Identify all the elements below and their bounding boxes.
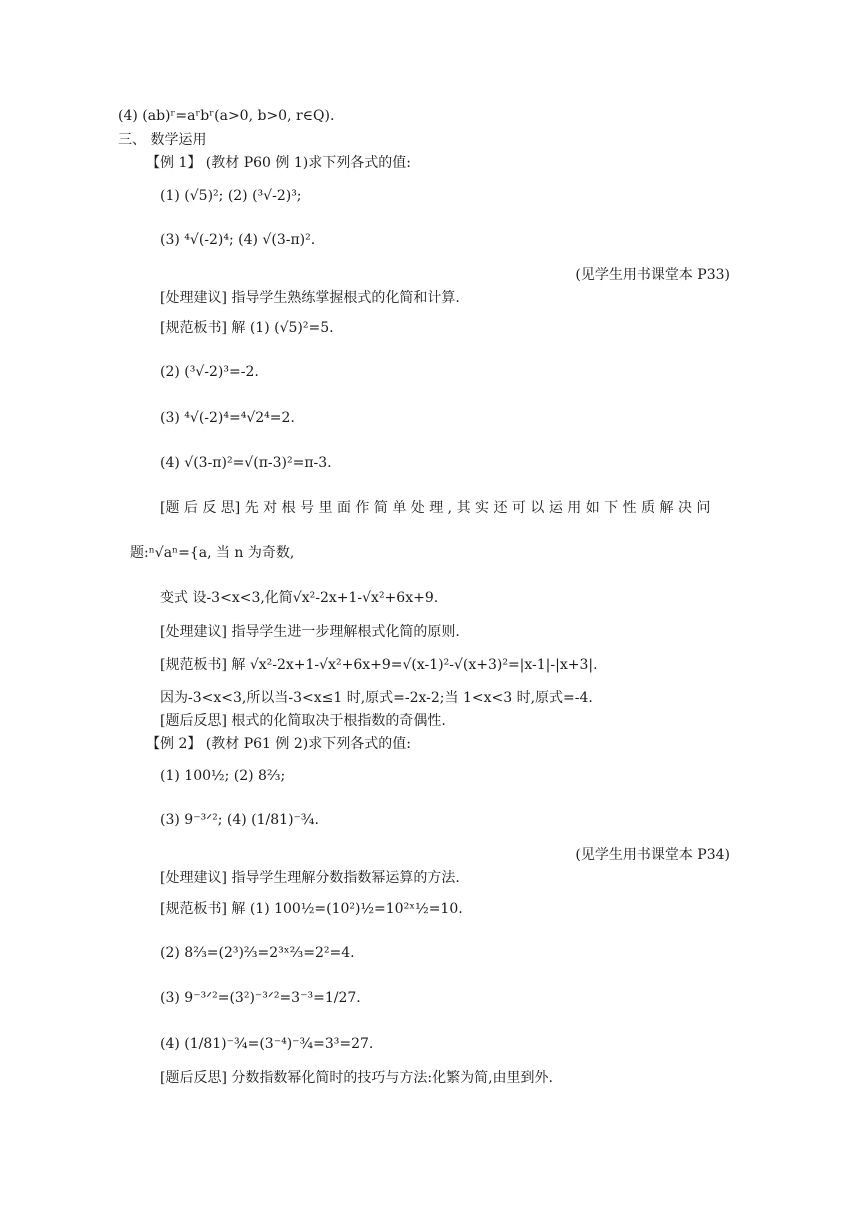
section-heading: 三、 数学运用 — [118, 132, 207, 148]
example-2-items-a: (1) 100½; (2) 8⅔; — [160, 768, 286, 784]
example-1-items-a: (1) (√5)²; (2) (³√-2)³; — [160, 188, 302, 204]
reference-p34: (见学生用书课堂本 P34) — [575, 847, 730, 863]
property-4-line: (4) (ab)ʳ=aʳbʳ(a>0, b>0, r∈Q). — [118, 108, 335, 124]
solution-1-2: (2) (³√-2)³=-2. — [160, 364, 259, 380]
reflection-1: [题 后 反 思] 先 对 根 号 里 面 作 简 单 处 理 , 其 实 还 可 以 运 用 如 下 性 质 解 决 问 — [160, 500, 711, 516]
solution-2-2: (2) 8⅔=(2³)⅔=2³ˣ⅔=2²=4. — [160, 945, 355, 961]
example-2-heading: 【例 2】 (教材 P61 例 2)求下列各式的值: — [146, 736, 411, 752]
variant-cases: 因为-3<x<3,所以当-3<x≤1 时,原式=-2x-2;当 1<x<3 时,原式=-4. — [160, 690, 593, 706]
example-2-items-b: (3) 9⁻³ᐟ²; (4) (1/81)⁻¾. — [160, 812, 319, 828]
reflection-1-formula: 题:ⁿ√aⁿ={a, 当 n 为奇数, — [130, 545, 295, 561]
reference-p33: (见学生用书课堂本 P33) — [575, 267, 730, 283]
board-writing-2: [规范板书] 解 (1) 100½=(10²)½=10²ˣ½=10. — [160, 901, 463, 917]
reflection-3: [题后反思] 分数指数幂化简时的技巧与方法:化繁为简,由里到外. — [160, 1070, 553, 1086]
processing-suggestion-2: [处理建议] 指导学生进一步理解根式化简的原则. — [160, 624, 460, 640]
example-1-heading: 【例 1】 (教材 P60 例 1)求下列各式的值: — [146, 155, 411, 171]
processing-suggestion-3: [处理建议] 指导学生理解分数指数幂运算的方法. — [160, 870, 460, 886]
variant-problem: 变式 设-3<x<3,化简√x²-2x+1-√x²+6x+9. — [160, 590, 439, 606]
processing-suggestion-1: [处理建议] 指导学生熟练掌握根式的化简和计算. — [160, 290, 460, 306]
example-1-items-b: (3) ⁴√(-2)⁴; (4) √(3-π)². — [160, 232, 316, 248]
solution-1-3: (3) ⁴√(-2)⁴=⁴√2⁴=2. — [160, 410, 295, 426]
board-writing-1: [规范板书] 解 (1) (√5)²=5. — [160, 320, 334, 336]
solution-1-4: (4) √(3-π)²=√(π-3)²=π-3. — [160, 455, 332, 471]
solution-2-4: (4) (1/81)⁻¾=(3⁻⁴)⁻¾=3³=27. — [160, 1036, 374, 1052]
solution-2-3: (3) 9⁻³ᐟ²=(3²)⁻³ᐟ²=3⁻³=1/27. — [160, 990, 361, 1006]
reflection-2: [题后反思] 根式的化简取决于根指数的奇偶性. — [160, 713, 446, 729]
board-writing-variant: [规范板书] 解 √x²-2x+1-√x²+6x+9=√(x-1)²-√(x+3)²=|x-1|-|x+3|. — [160, 657, 598, 673]
